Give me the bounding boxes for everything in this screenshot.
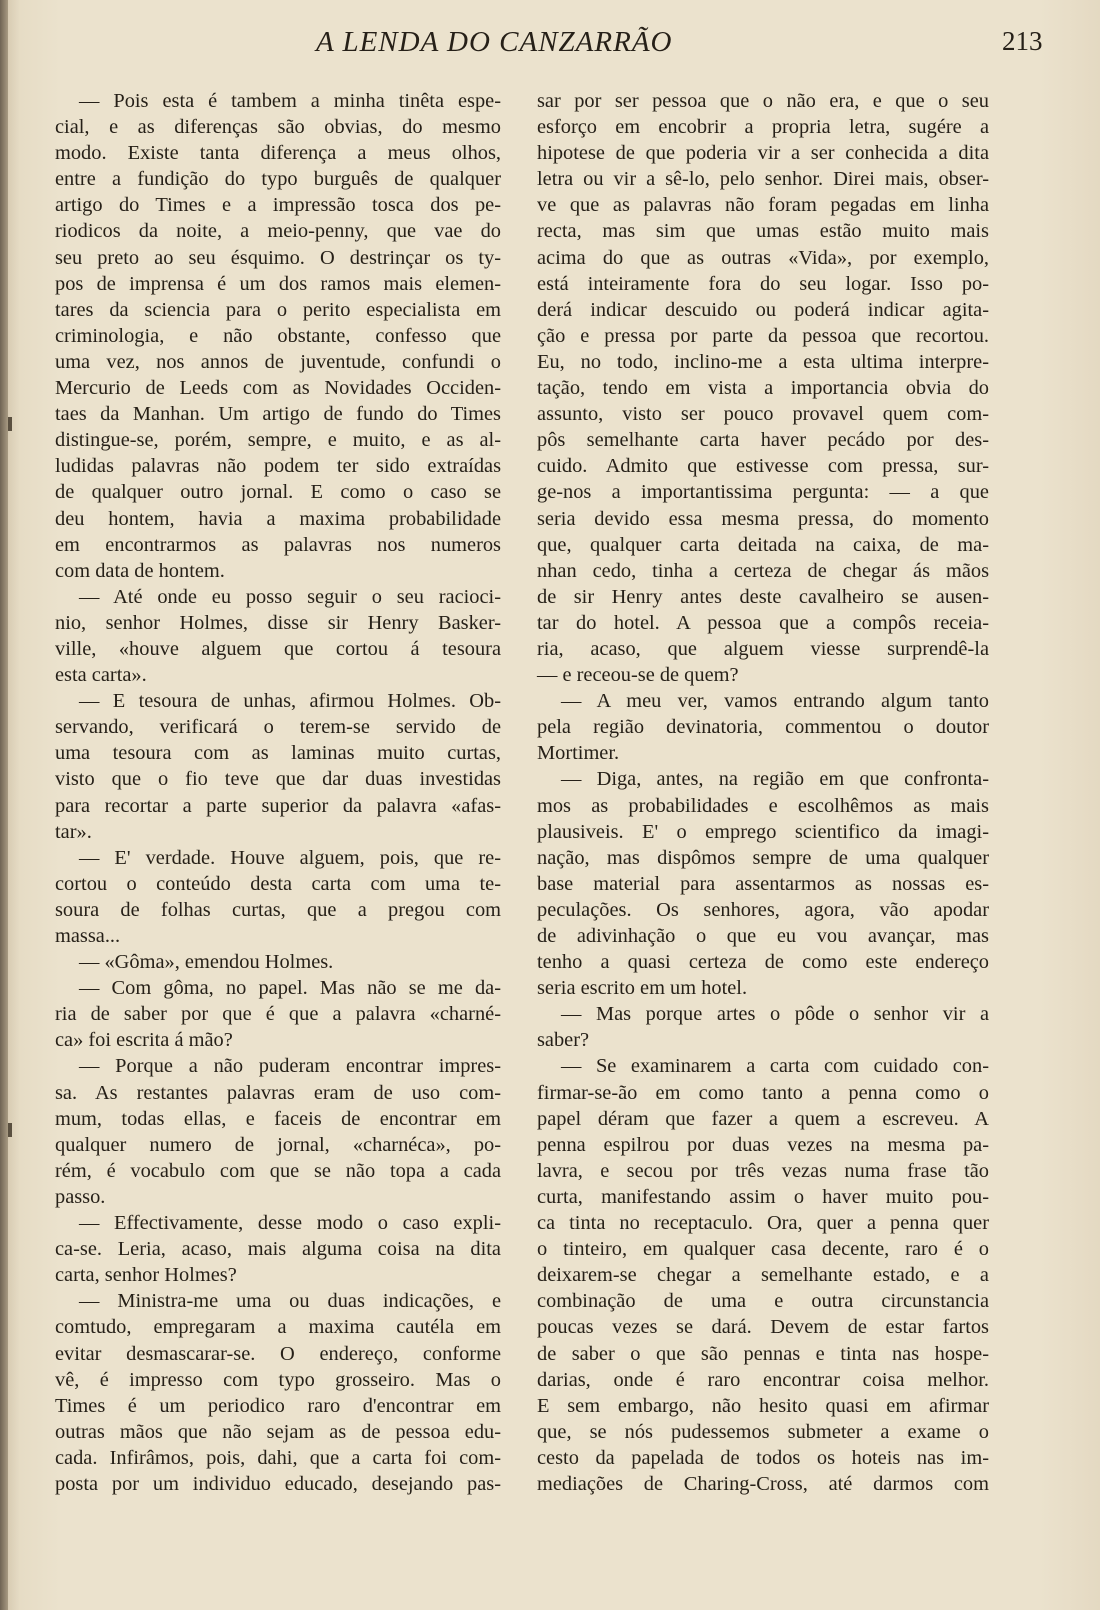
text-line: vê, é impresso com typo grosseiro. Mas o bbox=[55, 1368, 501, 1391]
margin-mark bbox=[8, 1123, 12, 1137]
page-number: 213 bbox=[1002, 26, 1043, 56]
text-line: curta, manifestando assim o haver muito pou- bbox=[537, 1185, 989, 1208]
text-line: em encontrarmos as palavras nos numeros bbox=[55, 533, 501, 556]
text-line: servando, verificará o terem-se servido de bbox=[55, 716, 501, 739]
text-line: de saber o que são pennas e tinta nas hospe- bbox=[537, 1342, 989, 1365]
text-line: — Com gôma, no papel. Mas não se me da- bbox=[79, 977, 501, 1000]
text-line: ve que as palavras não foram pegadas em linha bbox=[537, 194, 989, 217]
text-line: cuido. Admito que estivesse com pressa, sur- bbox=[537, 455, 989, 478]
text-line: tação, tendo em vista a importancia obvia do bbox=[537, 377, 989, 400]
text-line: assunto, visto ser pouco provavel quem com- bbox=[537, 403, 989, 426]
text-line: pos de imprensa é um dos ramos mais elemen- bbox=[55, 272, 501, 295]
text-line: de adivinhação o que eu vou avançar, mas bbox=[537, 925, 989, 947]
text-line: seria devido essa mesma pressa, do momento bbox=[537, 507, 989, 530]
text-line: o tinteiro, em qualquer casa decente, raro é o bbox=[537, 1238, 989, 1261]
text-line: — Effectivamente, desse modo o caso expli- bbox=[79, 1212, 501, 1235]
text-line: taes da Manhan. Um artigo de fundo do Times bbox=[55, 403, 501, 426]
text-line: distingue-se, porém, sempre, e muito, e as al- bbox=[55, 429, 501, 452]
text-line: darias, onde é raro encontrar coisa melhor. bbox=[537, 1368, 989, 1391]
text-line: com data de hontem. bbox=[55, 559, 225, 582]
text-line: está inteiramente fora do seu logar. Isso po- bbox=[537, 272, 989, 295]
text-line: ville, «houve alguem que cortou á tesoura bbox=[55, 637, 501, 660]
text-line: rém, é vocabulo com que se não topa a cada bbox=[55, 1159, 501, 1182]
text-line: tares da sciencia para o perito especialista em bbox=[55, 298, 501, 321]
text-line: ludidas palavras não podem ter sido extraídas bbox=[55, 455, 501, 478]
text-line: ria de saber por que é que a palavra «charné- bbox=[55, 1003, 501, 1026]
text-line: Eu, no todo, inclino-me a esta ultima interpre- bbox=[537, 350, 989, 373]
text-line: tenho a quasi certeza de como este endereço bbox=[537, 951, 989, 974]
text-line: letra ou vir a sê-lo, pelo senhor. Direi mais, obser- bbox=[537, 168, 989, 191]
text-line: E sem embargo, não hesito quasi em afirmar bbox=[537, 1394, 989, 1417]
text-line: nhan cedo, tinha a certeza de chegar ás mãos bbox=[537, 559, 989, 582]
text-line: seu preto ao seu ésquimo. O destrinçar os ty- bbox=[55, 246, 501, 269]
text-line: mediações de Charing-Cross, até darmos com bbox=[537, 1472, 989, 1495]
text-line: artigo do Times e a impressão tosca dos pe- bbox=[55, 194, 501, 217]
text-line: base material para assentarmos as nossas es- bbox=[537, 872, 989, 895]
text-line: deixarem-se chegar a semelhante estado, e a bbox=[537, 1264, 989, 1287]
text-line: ca tinta no receptaculo. Ora, quer a penna quer bbox=[537, 1212, 989, 1235]
text-line: sa. As restantes palavras eram de uso com- bbox=[55, 1081, 501, 1104]
text-line: mum, todas ellas, e faceis de encontrar em bbox=[55, 1107, 501, 1130]
text-line: — A meu ver, vamos entrando algum tanto bbox=[561, 690, 989, 713]
text-line: deu hontem, havia a maxima probabilidade bbox=[55, 507, 501, 530]
text-line: nio, senhor Holmes, disse sir Henry Basker- bbox=[55, 611, 501, 634]
text-line: firmar-se-ão em como tanto a penna como o bbox=[537, 1081, 989, 1104]
text-line: evitar desmascarar-se. O endereço, conforme bbox=[55, 1342, 501, 1365]
text-line: papel déram que fazer a quem a escreveu. A bbox=[537, 1107, 989, 1130]
text-line: cesto da papelada de todos os hoteis nas im- bbox=[537, 1446, 989, 1469]
text-line: passo. bbox=[55, 1185, 106, 1208]
text-line: ção e pressa por parte da pessoa que recortou. bbox=[537, 324, 989, 347]
text-line: combinação de uma e outra circunstancia bbox=[537, 1290, 989, 1313]
text-line: esforço em encobrir a propria letra, sugére a bbox=[537, 116, 989, 139]
text-line: para recortar a parte superior da palavra «afas- bbox=[55, 794, 501, 817]
text-line: cial, e as diferenças são obvias, do mesmo bbox=[55, 116, 501, 139]
text-line: massa... bbox=[55, 925, 121, 947]
text-line: qualquer numero de jornal, «charnéca», po- bbox=[55, 1133, 501, 1156]
text-line: de qualquer outro jornal. E como o caso se bbox=[55, 481, 501, 504]
text-line: — Porque a não puderam encontrar impres- bbox=[79, 1055, 501, 1078]
text-line: seria escrito em um hotel. bbox=[537, 977, 748, 1000]
text-line: comtudo, empregaram a maxima cautéla em bbox=[55, 1316, 501, 1339]
text-line: sar por ser pessoa que o não era, e que o seu bbox=[537, 90, 989, 112]
right-text-column bbox=[537, 88, 989, 1497]
text-line: — E' verdade. Houve alguem, pois, que re- bbox=[79, 846, 501, 869]
text-line: uma vez, nos annos de juventude, confundi o bbox=[55, 350, 501, 373]
text-line: — E tesoura de unhas, afirmou Holmes. Ob- bbox=[79, 690, 501, 713]
text-line: hipotese de que poderia vir a ser conhecida a dita bbox=[537, 142, 989, 165]
text-line: plausiveis. E' o emprego scientifico da imagi- bbox=[537, 820, 989, 843]
text-line: criminologia, e não obstante, confesso que bbox=[55, 324, 501, 347]
text-line: — Pois esta é tambem a minha tinêta espe- bbox=[79, 90, 501, 112]
text-line: nação, mas dispômos sempre de uma qualquer bbox=[537, 846, 989, 869]
text-line: — e receou-se de quem? bbox=[537, 664, 739, 687]
text-line: Mortimer. bbox=[537, 742, 620, 765]
text-line: tar». bbox=[55, 820, 92, 843]
text-line: que, se nós pudessemos submeter a exame o bbox=[537, 1420, 989, 1443]
text-line: — Diga, antes, na região em que confronta- bbox=[561, 768, 989, 791]
text-line: recta, mas sim que umas estão muito mais bbox=[537, 220, 989, 243]
page-header bbox=[0, 24, 1100, 64]
text-line: de sir Henry antes deste cavalheiro se ausen- bbox=[537, 585, 989, 608]
text-line: Mercurio de Leeds com as Novidades Occiden- bbox=[55, 377, 501, 400]
text-line: — Ministra-me uma ou duas indicações, e bbox=[79, 1290, 501, 1313]
running-title: A LENDA DO CANZARRÃO bbox=[316, 26, 673, 58]
text-line: lavra, e secou por três vezas numa frase tão bbox=[537, 1159, 989, 1182]
text-line: ca» foi escrita á mão? bbox=[55, 1029, 233, 1052]
text-line: cada. Infirâmos, pois, dahi, que a carta foi com- bbox=[55, 1446, 501, 1469]
text-line: poucas vezes se dará. Devem de estar fartos bbox=[537, 1316, 989, 1339]
text-line: outras mãos que não sejam as de pessoa edu- bbox=[55, 1420, 501, 1443]
book-spine bbox=[0, 0, 8, 1610]
text-line: — «Gôma», emendou Holmes. bbox=[79, 951, 334, 974]
text-line: — Mas porque artes o pôde o senhor vir a bbox=[561, 1003, 989, 1026]
text-line: acima do que as outras «Vida», por exemplo, bbox=[537, 246, 989, 269]
text-line: — Até onde eu posso seguir o seu racioci- bbox=[79, 585, 501, 608]
text-line: posta por um individuo educado, desejando pas- bbox=[55, 1472, 501, 1495]
text-line: que, qualquer carta deitada na caixa, de ma- bbox=[537, 533, 989, 556]
text-line: penna espilrou por duas vezes na mesma pa- bbox=[537, 1133, 989, 1156]
text-line: derá indicar descuido ou poderá indicar agita- bbox=[537, 298, 989, 321]
text-line: pela região devinatoria, commentou o doutor bbox=[537, 716, 989, 739]
text-line: soura de folhas curtas, que a pregou com bbox=[55, 898, 501, 921]
margin-mark bbox=[8, 417, 12, 431]
text-line: riodicos da noite, a meio-penny, que vae do bbox=[55, 220, 501, 243]
text-line: tar do hotel. A pessoa que a compôs receia- bbox=[537, 611, 989, 634]
text-line: mos as probabilidades e escolhêmos as mais bbox=[537, 794, 989, 817]
text-line: ca-se. Leria, acaso, mais alguma coisa na dita bbox=[55, 1238, 501, 1261]
text-line: pôs semelhante carta haver pecádo por des- bbox=[537, 429, 989, 452]
text-line: — Se examinarem a carta com cuidado con- bbox=[561, 1055, 989, 1078]
text-line: esta carta». bbox=[55, 664, 147, 687]
text-line: Times é um periodico raro d'encontrar em bbox=[55, 1394, 501, 1417]
text-line: uma tesoura com as laminas muito curtas, bbox=[55, 742, 501, 765]
text-line: ge-nos a importantissima pergunta: — a que bbox=[537, 481, 989, 504]
text-line: cortou o conteúdo desta carta com uma te- bbox=[55, 872, 501, 895]
text-line: ria, acaso, que alguem viesse surprendê-la bbox=[537, 637, 989, 660]
text-line: carta, senhor Holmes? bbox=[55, 1264, 237, 1287]
text-line: modo. Existe tanta diferença a meus olhos, bbox=[55, 142, 501, 165]
left-text-column bbox=[55, 88, 501, 1497]
text-line: entre a fundição do typo burguês de qualquer bbox=[55, 168, 501, 191]
text-line: visto que o fio teve que dar duas investidas bbox=[55, 768, 501, 791]
text-line: saber? bbox=[537, 1029, 590, 1052]
text-line: peculações. Os senhores, agora, vão apodar bbox=[537, 898, 989, 921]
